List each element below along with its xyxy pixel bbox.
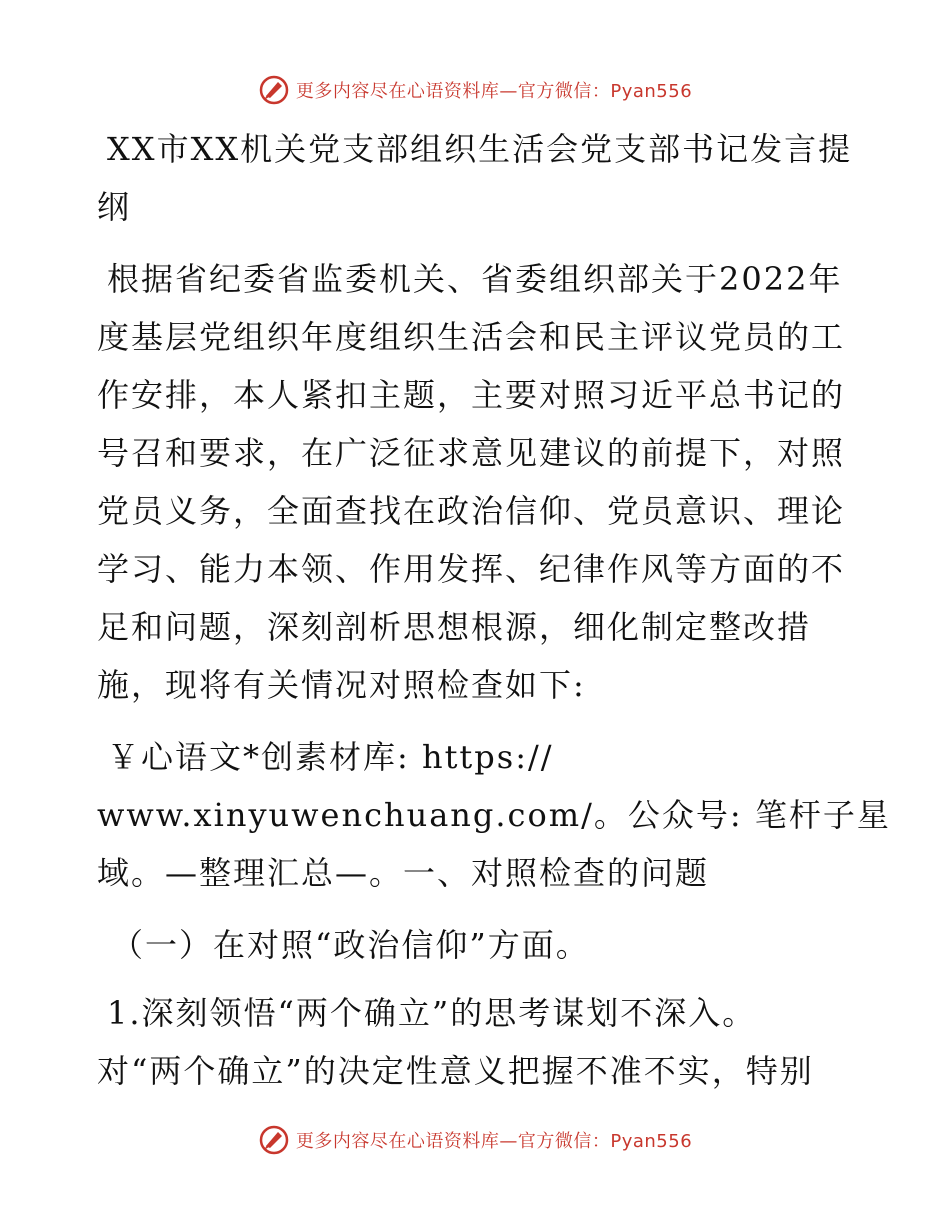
pen-logo-icon (258, 74, 290, 106)
watermark-text: 更多内容尽在心语资料库—官方微信：Pyan556 (295, 1131, 693, 1152)
watermark-text: 更多内容尽在心语资料库—官方微信：Pyan556 (295, 81, 693, 102)
header-watermark-banner (0, 70, 950, 110)
item-heading: 1.深刻领悟“两个确立”的思考谋划不深入。 (107, 994, 757, 1032)
intro-paragraph-line: 党员义务，全面查找在政治信仰、党员意识、理论 (97, 492, 846, 530)
section-heading: （一）在对照“政治信仰”方面。 (111, 926, 590, 964)
document-title-line-1: XX市XX机关党支部组织生活会党支部书记发言提 (107, 130, 853, 168)
intro-paragraph-line: 施，现将有关情况对照检查如下: (97, 666, 586, 704)
intro-paragraph-line: 号召和要求，在广泛征求意见建议的前提下，对照 (97, 434, 846, 472)
source-note-line: 域。—整理汇总—。一、对照检查的问题 (97, 854, 710, 892)
pen-logo-icon (258, 1124, 290, 1156)
source-note-line: ￥心语文*创素材库: https:// (107, 738, 554, 776)
document-title-line-2: 纲 (97, 188, 132, 226)
intro-paragraph-line: 足和问题，深刻剖析思想根源，细化制定整改措 (97, 608, 812, 646)
item-paragraph-line: 对“两个确立”的决定性意义把握不准不实，特别 (97, 1052, 814, 1090)
intro-paragraph-line: 学习、能力本领、作用发挥、纪律作风等方面的不 (97, 550, 846, 588)
intro-paragraph-line: 度基层党组织年度组织生活会和民主评议党员的工 (97, 318, 846, 356)
source-note-line: www.xinyuwenchuang.com/。公众号: 笔杆子星 (97, 796, 891, 834)
intro-paragraph-line: 根据省纪委省监委机关、省委组织部关于2022年 (107, 260, 843, 298)
document-body (97, 120, 891, 1100)
intro-paragraph-line: 作安排，本人紧扣主题，主要对照习近平总书记的 (97, 376, 846, 414)
footer-watermark-banner (0, 1120, 950, 1160)
